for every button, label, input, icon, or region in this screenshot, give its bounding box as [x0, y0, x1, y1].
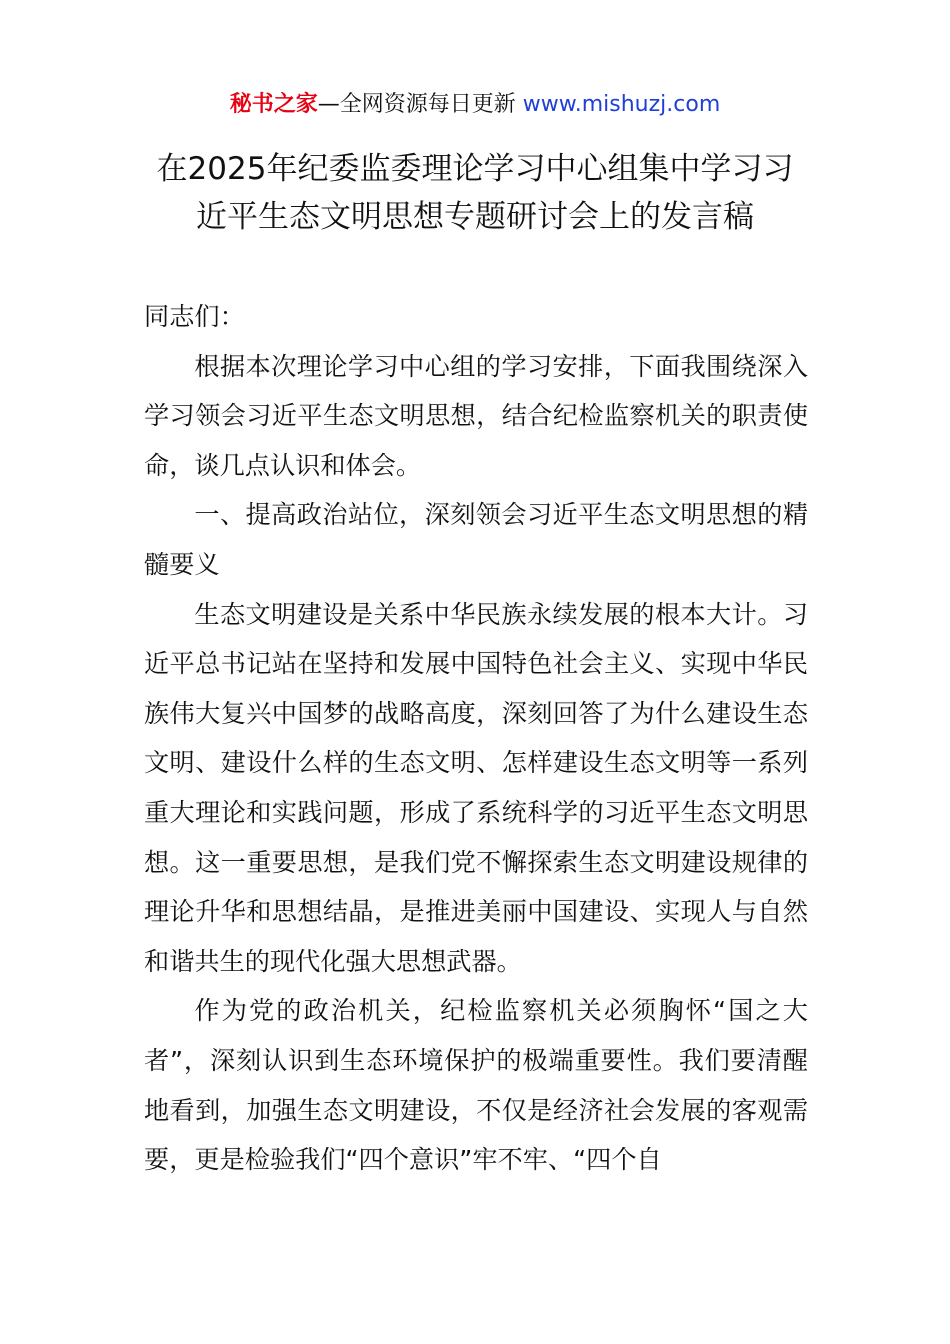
document-body: [144, 292, 808, 1185]
intro-paragraph: 根据本次理论学习中心组的学习安排，下面我围绕深入学习领会习近平生态文明思想，结合纪检监察机关的职责使命，谈几点认识和体会。: [144, 351, 808, 480]
title-line-1: 在2025年纪委监委理论学习中心组集中学习习: [156, 151, 794, 187]
body-paragraph-1: 生态文明建设是关系中华民族永续发展的根本大计。习近平总书记站在坚持和发展中国特色社会主义、实现中华民族伟大复兴中国梦的战略高度，深刻回答了为什么建设生态文明、建设什么样的生态文明、怎样建设生态文明等一系列重大理论和实践问题，形成了系统科学的习近平生态文明思想。这一重要思想，是我们党不懈探索生态文明建设规律的理论升华和思想结晶，是推进美丽中国建设、实现人与自然和谐共生的现代化强大思想武器。: [144, 599, 808, 976]
title-line-2: 近平生态文明思想专题研讨会上的发言稿: [196, 199, 754, 235]
site-brand: 秘书之家: [229, 92, 318, 117]
site-header: [0, 90, 950, 120]
site-url-link[interactable]: www.mishuzj.com: [522, 92, 721, 117]
section-heading-1: 一、提高政治站位，深刻领会习近平生态文明思想的精髓要义: [144, 500, 808, 579]
document-title: [120, 145, 830, 241]
salutation: 同志们：: [144, 302, 245, 331]
site-tagline: —全网资源每日更新: [317, 92, 516, 117]
body-paragraph-2: 作为党的政治机关，纪检监察机关必须胸怀“国之大者”，深刻认识到生态环境保护的极端重要性。我们要清醒地看到，加强生态文明建设，不仅是经济社会发展的客观需要，更是检验我们“四个意识”牢不牢、“四个自: [144, 996, 808, 1175]
